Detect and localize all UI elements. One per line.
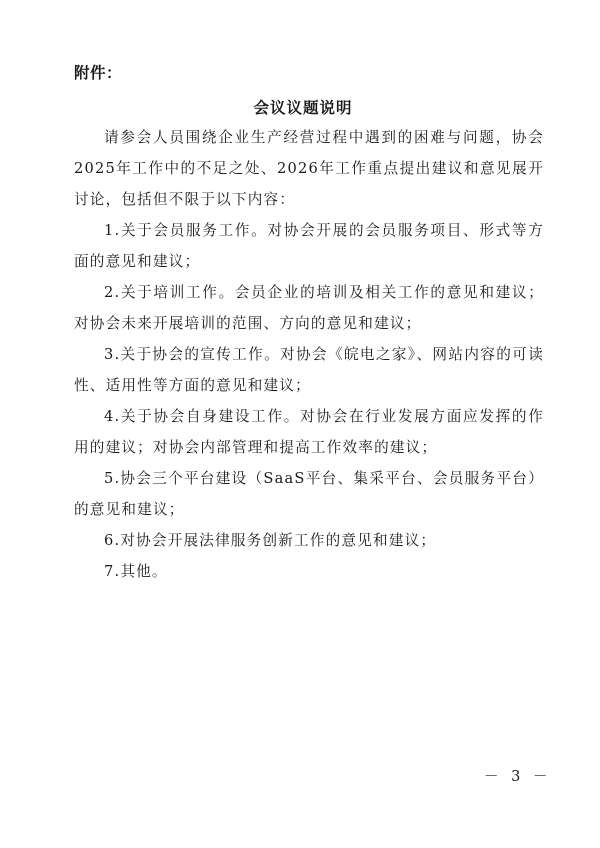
- item-4: 4.关于协会自身建设工作。对协会在行业发展方面应发挥的作用的建议；对协会内部管理和提高工作效率的建议；: [74, 408, 544, 456]
- item-2: 2.关于培训工作。会员企业的培训及相关工作的意见和建议；对协会未来开展培训的范围、方向的意见和建议；: [74, 284, 544, 332]
- item-6: 6.对协会开展法律服务创新工作的意见和建议；: [104, 532, 437, 549]
- page-number: － 3 －: [484, 769, 552, 785]
- item-3: 3.关于协会的宣传工作。对协会《皖电之家》、网站内容的可读性、适用性等方面的意见和建议；: [74, 346, 544, 394]
- item-1: 1.关于会员服务工作。对协会开展的会员服务项目、形式等方面的意见和建议；: [74, 222, 544, 270]
- body-text: [74, 122, 544, 587]
- intro-paragraph: 请参会人员围绕企业生产经营过程中遇到的困难与问题，协会2025年工作中的不足之处、2026年工作重点提出建议和意见展开讨论，包括但不限于以下内容：: [74, 129, 544, 208]
- item-7: 7.其他。: [104, 563, 168, 580]
- attachment-label: 附件：: [74, 64, 123, 82]
- document-title: 会议议题说明: [253, 99, 353, 117]
- item-5: 5.协会三个平台建设（SaaS平台、集采平台、会员服务平台）的意见和建议；: [74, 470, 544, 518]
